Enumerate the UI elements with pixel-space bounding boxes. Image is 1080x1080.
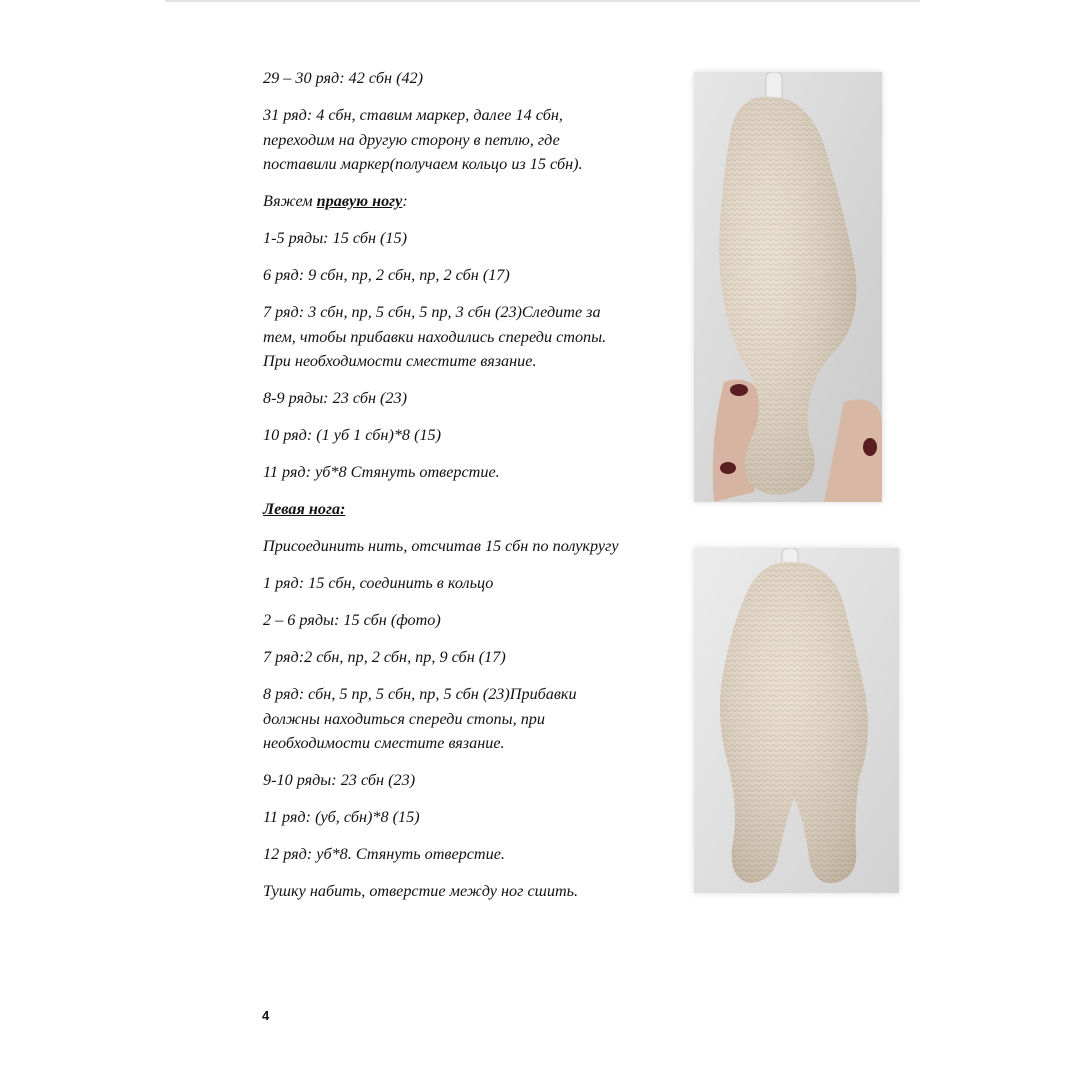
text-line: 29 – 30 ряд: 42 сбн (42) [263,69,424,87]
text-line: 7 ряд:2 сбн, пр, 2 сбн, пр, 9 сбн (17) [263,648,506,666]
left-row-11 [263,805,683,830]
heading-prefix: Вяжем [263,192,317,210]
left-rows-9-10 [263,768,683,793]
text-line: поставили маркер(получаем кольцо из 15 сбн). [263,155,583,173]
text-line: Присоединить нить, отсчитав 15 сбн по полукругу [263,537,619,555]
right-leg-illustration [694,72,882,502]
text-line: должны находиться спереди стопы, при [263,709,545,728]
left-row-7 [263,645,683,670]
text-line: 1-5 ряды: 15 сбн (15) [263,229,408,247]
text-line: Тушку набить, отверстие между ног сшить. [263,882,579,900]
right-leg-photo [694,72,882,502]
text-line: 7 ряд: 3 сбн, пр, 5 сбн, 5 пр, 3 сбн (23)Следите за [263,303,601,321]
top-edge-line [165,0,920,2]
right-rows-1-5 [263,226,683,251]
text-line: тем, чтобы прибавки находились спереди стопы. [263,327,607,346]
text-line: необходимости сместите вязание. [263,734,505,752]
text-line: 12 ряд: уб*8. Стянуть отверстие. [263,845,505,863]
left-attach [263,534,683,559]
right-leg-heading [263,189,683,214]
text-line: 2 – 6 ряды: 15 сбн (фото) [263,611,441,629]
right-rows-8-9 [263,386,683,411]
left-row-1 [263,571,683,596]
row-31 [263,103,683,177]
both-legs-illustration [694,548,899,893]
text-line: 10 ряд: (1 уб 1 сбн)*8 (15) [263,426,442,444]
right-row-10 [263,423,683,448]
final-step [263,879,683,904]
text-line: 9-10 ряды: 23 сбн (23) [263,771,416,789]
left-rows-2-6 [263,608,683,633]
text-line: 11 ряд: (уб, сбн)*8 (15) [263,808,420,826]
text-line: 8 ряд: сбн, 5 пр, 5 сбн, пр, 5 сбн (23)Прибавки [263,685,577,703]
right-row-7 [263,300,683,374]
right-row-6 [263,263,683,288]
left-row-8 [263,682,683,756]
text-line: При необходимости сместите вязание. [263,352,537,370]
text-line: 31 ряд: 4 сбн, ставим маркер, далее 14 сбн, [263,106,563,124]
left-row-12 [263,842,683,867]
text-line: 8-9 ряды: 23 сбн (23) [263,389,408,407]
text-line: 6 ряд: 9 сбн, пр, 2 сбн, пр, 2 сбн (17) [263,266,510,284]
row-29-30 [263,66,683,91]
text-line: 11 ряд: уб*8 Стянуть отверстие. [263,463,500,481]
page-number: 4 [262,1008,270,1023]
right-leg-emphasis: правую ногу [316,192,403,210]
left-leg-emphasis: Левая нога: [263,500,346,518]
text-line: переходим на другую сторону в петлю, где [263,130,560,149]
instructions-text [263,66,683,916]
text-line: 1 ряд: 15 сбн, соединить в кольцо [263,574,494,592]
left-leg-heading [263,497,683,522]
heading-suffix: : [402,192,408,210]
right-row-11 [263,460,683,485]
both-legs-photo [694,548,899,893]
